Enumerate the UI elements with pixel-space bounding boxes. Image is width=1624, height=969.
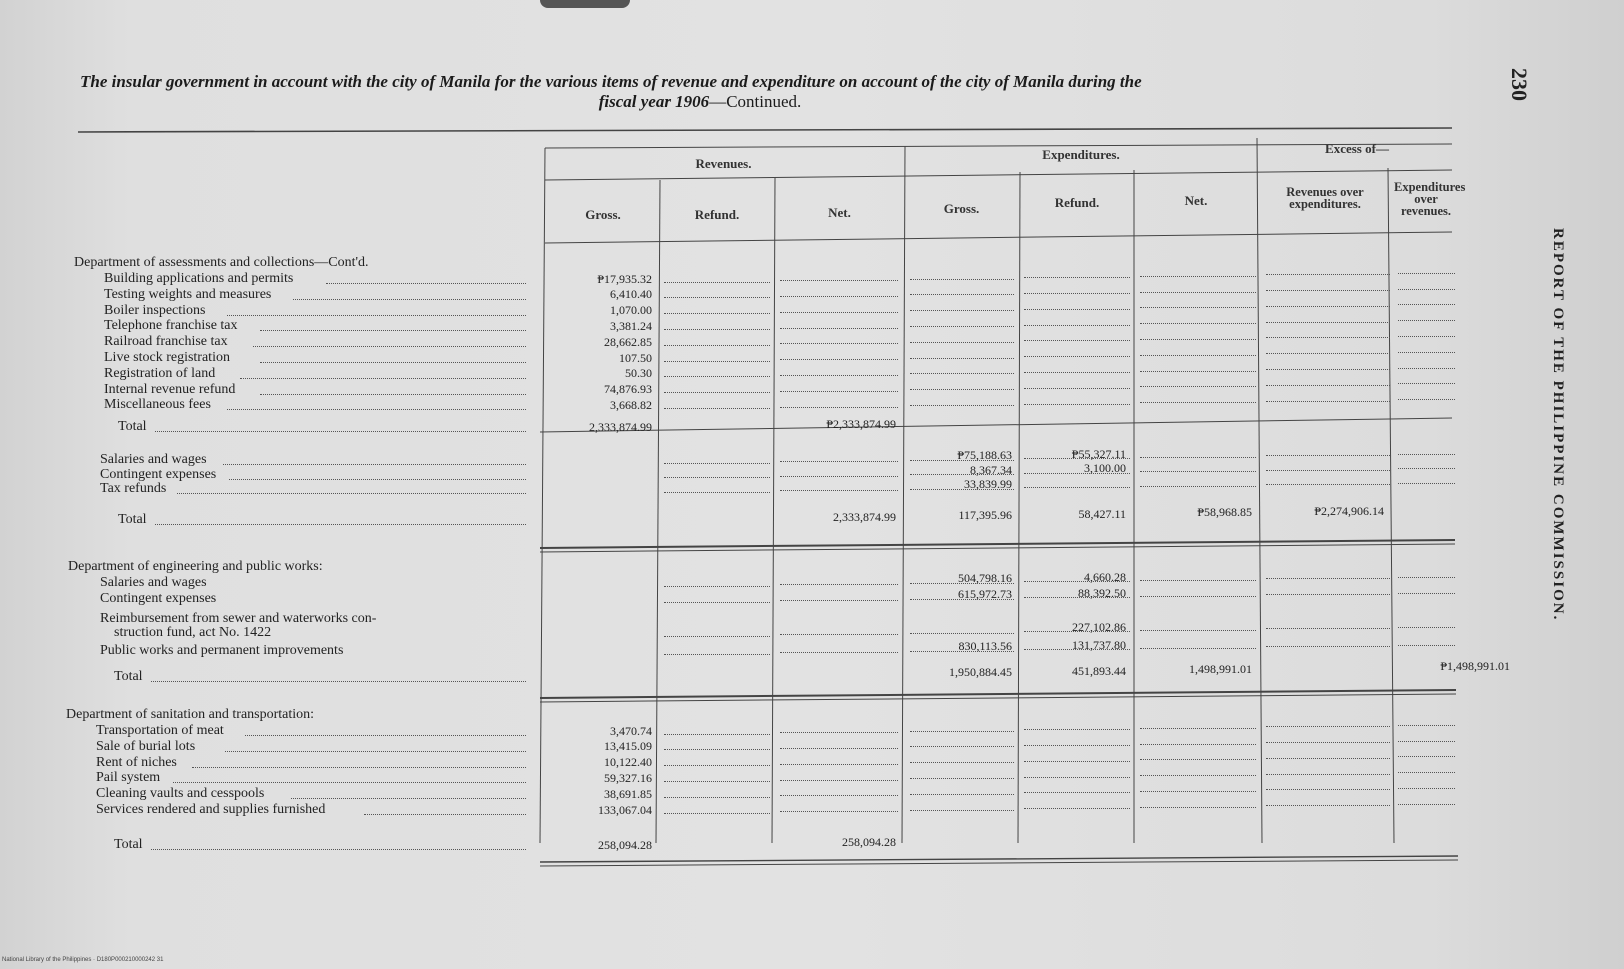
row-label: Tax refunds <box>100 481 167 496</box>
leader-dots <box>910 324 1014 327</box>
leader-dots <box>1398 302 1455 305</box>
section-heading: Department of assessments and collections—Cont'd. <box>74 255 369 270</box>
leader-dots <box>1398 334 1455 337</box>
leader-dots <box>1024 471 1130 474</box>
row-label: Contingent expenses <box>100 466 217 482</box>
leader-dots <box>910 340 1014 343</box>
leader-dots <box>1398 770 1455 773</box>
cell-value: ₱1,498,991.01 <box>1440 659 1510 674</box>
leader-dots <box>664 311 770 314</box>
leader-dots <box>910 458 1014 461</box>
leader-dots <box>1266 351 1390 354</box>
row-label: Registration of land <box>104 365 216 381</box>
header-rev-over-exp: Revenues over expenditures. <box>1286 185 1364 211</box>
leader-dots <box>1024 456 1130 459</box>
cell-value: 8,367.34 <box>970 462 1012 477</box>
leader-dots <box>240 376 526 379</box>
leader-dots <box>229 477 526 480</box>
leader-dots <box>177 491 526 494</box>
cell-value: 4,660.28 <box>1084 569 1126 584</box>
leader-dots <box>1024 307 1130 310</box>
leader-dots <box>1266 592 1390 595</box>
leader-dots <box>664 747 770 750</box>
leader-dots <box>1140 469 1256 472</box>
leader-dots <box>1024 338 1130 341</box>
row-label: Testing weights and measures <box>104 286 272 302</box>
leader-dots <box>1140 742 1256 745</box>
leader-dots <box>1024 291 1130 294</box>
leader-dots <box>1398 591 1455 594</box>
cell-value: 74,876.93 <box>604 382 652 397</box>
leader-dots <box>664 652 770 655</box>
section-heading: Department of engineering and public works: <box>68 559 323 574</box>
cell-value: 58,427.11 <box>1078 506 1126 521</box>
leader-dots <box>1024 402 1130 405</box>
cell-value: ₱2,333,874.99 <box>826 416 896 431</box>
leader-dots <box>1266 482 1390 485</box>
cell-value: 10,122.40 <box>604 755 652 770</box>
leader-dots <box>1140 646 1256 649</box>
row-label: Live stock registration <box>104 350 230 365</box>
leader-dots <box>910 729 1014 732</box>
cell-value: 33,839.99 <box>964 477 1012 492</box>
cell-value: 28,662.85 <box>604 334 652 349</box>
leader-dots <box>780 405 898 408</box>
leader-dots <box>1398 481 1455 484</box>
leader-dots <box>780 762 898 765</box>
leader-dots <box>780 793 898 796</box>
leader-dots <box>1398 381 1455 384</box>
leader-dots <box>1266 304 1390 307</box>
leader-dots <box>1266 288 1390 291</box>
cell-value: ₱58,968.85 <box>1197 505 1252 520</box>
leader-dots <box>1398 723 1455 726</box>
leader-dots <box>1024 323 1130 326</box>
leader-dots <box>780 598 898 601</box>
leader-dots <box>1266 576 1390 579</box>
cell-value: ₱17,935.32 <box>597 271 652 286</box>
row-label: Total <box>114 669 143 684</box>
footer-credit: National Library of the Philippines · D180P000210000242 31 <box>2 957 164 963</box>
row-label: Railroad franchise tax <box>104 334 228 350</box>
leader-dots <box>910 487 1014 490</box>
leader-dots <box>664 490 770 493</box>
cell-value: 117,395.96 <box>958 508 1012 523</box>
leader-dots <box>664 600 770 603</box>
leader-dots <box>1266 453 1390 456</box>
leader-dots <box>1266 272 1390 275</box>
leader-dots <box>1140 757 1256 760</box>
row-label: Services rendered and supplies furnished <box>96 802 326 817</box>
leader-dots <box>780 357 898 360</box>
leader-dots <box>664 779 770 782</box>
leader-dots <box>664 327 770 330</box>
cell-value: 258,094.28 <box>842 834 896 849</box>
leader-dots <box>780 326 898 329</box>
row-label: Transportation of meat <box>96 723 224 738</box>
leader-dots <box>1266 626 1390 629</box>
leader-dots <box>910 631 1014 634</box>
row-label: Building applications and permits <box>104 271 294 286</box>
header-rev-refund: Refund. <box>694 207 740 222</box>
row-label: Pail system <box>96 770 161 786</box>
leader-dots <box>1398 366 1455 369</box>
leader-dots <box>910 760 1014 763</box>
leader-dots <box>1266 320 1390 323</box>
leader-dots <box>1140 594 1256 597</box>
leader-dots <box>260 392 526 395</box>
cell-value: 131,737.80 <box>1072 637 1126 652</box>
row-label: Total <box>114 837 143 852</box>
leader-dots <box>780 582 898 585</box>
leader-dots <box>1140 337 1256 340</box>
cell-value: 3,668.82 <box>610 398 652 413</box>
leader-dots <box>173 780 526 783</box>
leader-dots <box>780 310 898 313</box>
leader-dots <box>910 792 1014 795</box>
leader-dots <box>1024 775 1130 778</box>
section-heading: Department of sanitation and transportation: <box>66 707 315 722</box>
row-label: Cleaning vaults and cesspools <box>96 786 265 802</box>
leader-dots <box>664 374 770 377</box>
row-label: Public works and permanent improvements <box>100 643 344 658</box>
leader-dots <box>910 403 1014 406</box>
running-head: REPORT OF THE PHILIPPINE COMMISSION. <box>1550 228 1566 622</box>
header-excess: Excess of— <box>1325 141 1389 156</box>
leader-dots <box>664 406 770 409</box>
leader-dots <box>1024 743 1130 746</box>
leader-dots <box>1140 353 1256 356</box>
leader-dots <box>1266 787 1390 790</box>
leader-dots <box>1024 759 1130 762</box>
leader-dots <box>155 522 526 525</box>
leader-dots <box>1398 625 1455 628</box>
leader-dots <box>225 749 526 752</box>
leader-dots <box>664 461 770 464</box>
leader-dots <box>1024 647 1130 650</box>
row-label: Reimbursement from sewer and waterworks con- <box>100 611 377 626</box>
leader-dots <box>1398 397 1455 400</box>
leader-dots <box>780 474 898 477</box>
leader-dots <box>1140 274 1256 277</box>
leader-dots <box>223 462 526 465</box>
leader-dots <box>155 429 526 432</box>
cell-value: 88,392.50 <box>1078 585 1126 600</box>
leader-dots <box>1398 643 1455 646</box>
leader-dots <box>1024 386 1130 389</box>
leader-dots <box>1266 803 1390 806</box>
leader-dots <box>910 776 1014 779</box>
leader-dots <box>780 488 898 491</box>
leader-dots <box>1398 466 1455 469</box>
leader-dots <box>1140 305 1256 308</box>
leader-dots <box>1398 802 1455 805</box>
leader-dots <box>910 277 1014 280</box>
leader-dots <box>151 847 526 850</box>
leader-dots <box>1024 595 1130 598</box>
cell-value: 1,950,884.45 <box>949 665 1012 680</box>
leader-dots <box>245 733 526 736</box>
leader-dots <box>910 371 1014 374</box>
row-label: Rent of niches <box>96 754 177 770</box>
leader-dots <box>910 744 1014 747</box>
header-exp-refund: Refund. <box>1054 195 1100 210</box>
row-label: Contingent expenses <box>100 591 217 606</box>
leader-dots <box>364 812 526 815</box>
row-label: Salaries and wages <box>100 575 207 590</box>
leader-dots <box>664 359 770 362</box>
cell-value: 3,381.24 <box>610 319 652 334</box>
leader-dots <box>253 344 526 347</box>
cell-value: ₱2,274,906.14 <box>1314 503 1384 518</box>
cell-value: 3,470.74 <box>610 723 652 738</box>
leader-dots <box>1266 756 1390 759</box>
leader-dots <box>260 328 526 331</box>
cell-value: ₱75,188.63 <box>957 448 1012 463</box>
leader-dots <box>664 763 770 766</box>
cell-value: 3,100.00 <box>1084 461 1126 476</box>
leader-dots <box>664 475 770 478</box>
cell-value: 50.30 <box>625 366 652 381</box>
leader-dots <box>1024 579 1130 582</box>
leader-dots <box>780 809 898 812</box>
leader-dots <box>1266 468 1390 471</box>
leader-dots <box>664 295 770 298</box>
leader-dots <box>780 373 898 376</box>
header-rev-net: Net. <box>828 205 851 220</box>
cell-value: 1,070.00 <box>610 303 652 318</box>
row-label: Telephone franchise tax <box>104 318 238 334</box>
leader-dots <box>1266 740 1390 743</box>
leader-dots <box>1266 644 1390 647</box>
leader-dots <box>664 634 770 637</box>
leader-dots <box>192 765 526 768</box>
cell-value: 451,893.44 <box>1072 663 1126 678</box>
leader-dots <box>1140 726 1256 729</box>
row-label: Total <box>118 419 147 434</box>
header-expenditures: Expenditures. <box>1042 147 1120 162</box>
cell-value: 2,333,874.99 <box>589 419 652 434</box>
header-exp-over-rev: Expenditures over revenues. <box>1394 180 1466 218</box>
leader-dots <box>293 297 526 300</box>
leader-dots <box>1266 335 1390 338</box>
header-rev-gross: Gross. <box>585 207 621 222</box>
leader-dots <box>664 343 770 346</box>
cell-value: 1,498,991.01 <box>1189 662 1252 677</box>
leader-dots <box>1024 806 1130 809</box>
leader-dots <box>664 390 770 393</box>
cell-value: 6,410.40 <box>610 287 652 302</box>
cell-value: 830,113.56 <box>958 639 1012 654</box>
leader-dots <box>1024 275 1130 278</box>
row-label: Salaries and wages <box>100 452 207 467</box>
leader-dots <box>780 778 898 781</box>
leader-dots <box>910 808 1014 811</box>
leader-dots <box>1140 384 1256 387</box>
leader-dots <box>1024 370 1130 373</box>
leader-dots <box>780 746 898 749</box>
leader-dots <box>1266 724 1390 727</box>
header-exp-net: Net. <box>1184 193 1208 208</box>
header-revenues: Revenues. <box>695 156 752 171</box>
leader-dots <box>780 632 898 635</box>
leader-dots <box>260 360 526 363</box>
leader-dots <box>780 389 898 392</box>
leader-dots <box>151 679 526 682</box>
leader-dots <box>780 730 898 733</box>
cell-value: 107.50 <box>619 350 652 365</box>
leader-dots <box>910 597 1014 600</box>
row-label: Sale of burial lots <box>96 738 196 754</box>
leader-dots <box>1398 271 1455 274</box>
leader-dots <box>910 649 1014 652</box>
leader-dots <box>1266 367 1390 370</box>
leader-dots <box>1140 369 1256 372</box>
leader-dots <box>1398 575 1455 578</box>
leader-dots <box>1024 790 1130 793</box>
leader-dots <box>1398 754 1455 757</box>
leader-dots <box>910 472 1014 475</box>
leader-dots <box>1140 321 1256 324</box>
leader-dots <box>1398 318 1455 321</box>
leader-dots <box>910 581 1014 584</box>
leader-dots <box>1024 485 1130 488</box>
leader-dots <box>910 356 1014 359</box>
leader-dots <box>1140 455 1256 458</box>
leader-dots <box>291 796 526 799</box>
cell-value: ₱55,327.11 <box>1071 446 1126 461</box>
leader-dots <box>227 407 526 410</box>
leader-dots <box>1140 789 1256 792</box>
header-exp-gross: Gross. <box>943 201 980 216</box>
leader-dots <box>780 278 898 281</box>
leader-dots <box>910 308 1014 311</box>
cell-value: 38,691.85 <box>604 786 652 801</box>
row-label: Boiler inspections <box>104 302 206 318</box>
leader-dots <box>1398 786 1455 789</box>
cell-value: 615,972.73 <box>958 587 1012 602</box>
leader-dots <box>780 294 898 297</box>
cell-value: 133,067.04 <box>598 802 652 817</box>
cell-value: 227,102.86 <box>1072 619 1126 634</box>
leader-dots <box>1140 400 1256 403</box>
cell-value: 504,798.16 <box>958 571 1012 586</box>
cell-value: 59,327.16 <box>604 771 652 786</box>
leader-dots <box>664 280 770 283</box>
leader-dots <box>780 459 898 462</box>
leader-dots <box>1140 290 1256 293</box>
row-label: Miscellaneous fees <box>104 397 211 413</box>
leader-dots <box>1398 350 1455 353</box>
leader-dots <box>664 795 770 798</box>
cell-value: 2,333,874.99 <box>833 509 896 524</box>
leader-dots <box>910 387 1014 390</box>
leader-dots <box>1266 399 1390 402</box>
leader-dots <box>227 313 526 316</box>
leader-dots <box>1024 727 1130 730</box>
leader-dots <box>1398 739 1455 742</box>
row-label: Internal revenue refund <box>104 381 236 397</box>
leader-dots <box>1266 772 1390 775</box>
leader-dots <box>664 811 770 814</box>
leader-dots <box>326 281 526 284</box>
leader-dots <box>1140 484 1256 487</box>
leader-dots <box>1398 452 1455 455</box>
leader-dots <box>1140 773 1256 776</box>
row-label: Total <box>118 512 147 527</box>
row-label-continued: struction fund, act No. 1422 <box>114 625 272 640</box>
cell-value: 258,094.28 <box>598 837 652 852</box>
leader-dots <box>1140 805 1256 808</box>
leader-dots <box>1266 383 1390 386</box>
leader-dots <box>910 292 1014 295</box>
leader-dots <box>1024 629 1130 632</box>
page-number: 230 <box>1507 68 1532 101</box>
title-line2: fiscal year 1906—Continued. <box>598 92 802 111</box>
leader-dots <box>1398 287 1455 290</box>
leader-dots <box>664 732 770 735</box>
title-line1: The insular government in account with the city of Manila for the various items of revenue and expenditure on account of the city of Manila during the <box>80 72 1142 91</box>
leader-dots <box>1024 354 1130 357</box>
leader-dots <box>664 584 770 587</box>
leader-dots <box>1140 578 1256 581</box>
leader-dots <box>780 341 898 344</box>
leader-dots <box>780 650 898 653</box>
cell-value: 13,415.09 <box>604 739 652 754</box>
leader-dots <box>1140 628 1256 631</box>
